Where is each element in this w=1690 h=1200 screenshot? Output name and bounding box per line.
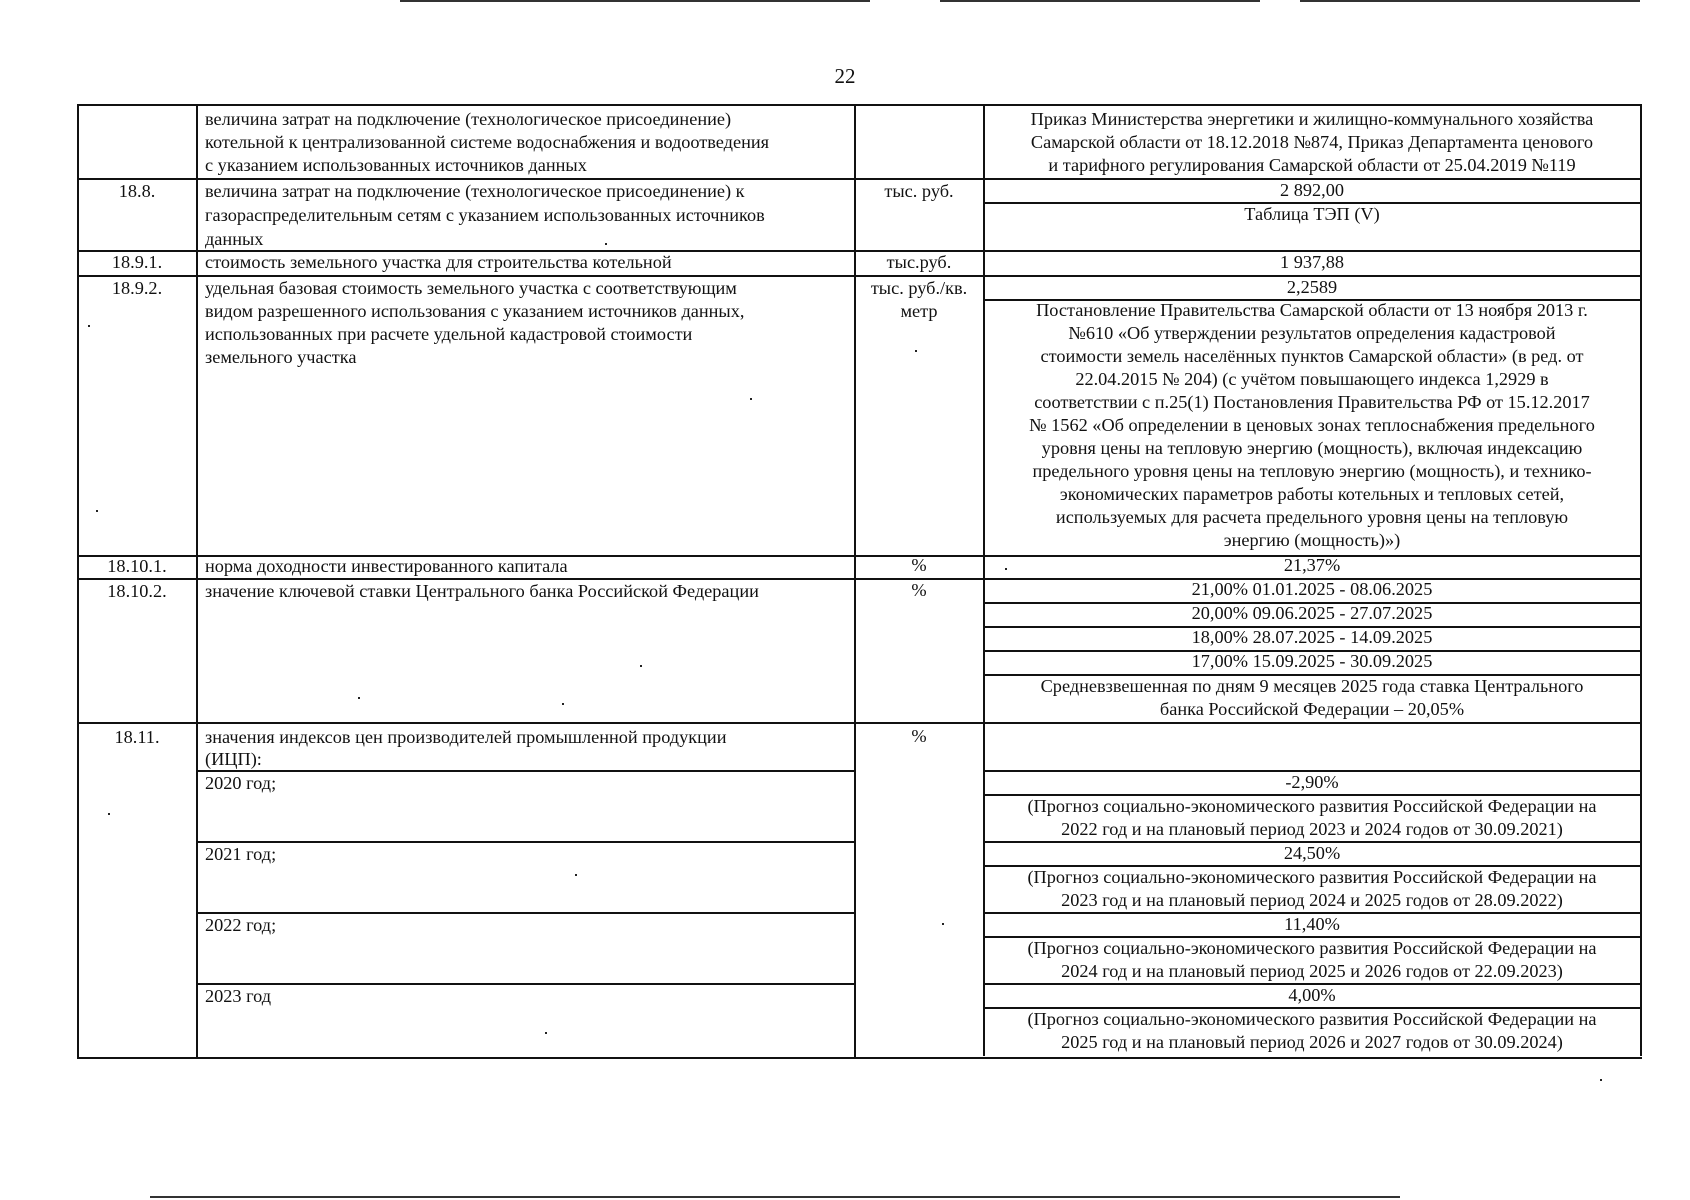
cell-description: использованных при расчете удельной кадастровой стоимости (205, 324, 693, 344)
cell-value: соответствии с п.25(1) Постановления Правительства РФ от 15.12.2017 (1034, 392, 1590, 412)
cell-number: 18.10.2. (107, 581, 167, 601)
scan-speck (358, 697, 360, 699)
cell-description: значения индексов цен производителей промышленной продукции (205, 727, 727, 747)
cell-unit: % (911, 555, 927, 575)
column-divider (196, 104, 198, 1058)
cell-description: видом разрешенного использования с указанием источников данных, (205, 301, 745, 321)
cell-note: банка Российской Федерации – 20,05% (1159, 699, 1465, 719)
scan-speck (1005, 568, 1007, 570)
scan-speck (605, 243, 607, 245)
cell-description: котельной к централизованной системе водоснабжения и водоотведения (205, 132, 770, 152)
cell-source: (Прогноз социально-экономического развития Российской Федерации на (1027, 1009, 1597, 1029)
cell-value: 20,00% 09.06.2025 - 27.07.2025 (1191, 603, 1433, 623)
scan-speck (915, 350, 917, 352)
scan-edge-top (1300, 0, 1640, 2)
cell-description: газораспределительным сетям с указанием использованных источников (205, 205, 765, 225)
row-divider (77, 722, 1642, 724)
cell-description: величина затрат на подключение (технологическое присоединение) к (205, 181, 745, 201)
scan-speck (96, 510, 98, 512)
cell-description: значение ключевой ставки Центрального банка Российской Федерации (205, 581, 759, 601)
cell-description: величина затрат на подключение (технологическое присоединение) (205, 109, 732, 129)
cell-description: земельного участка (205, 347, 357, 367)
cell-number: 18.9.1. (111, 252, 163, 272)
cell-value: Самарской области от 18.12.2018 №874, Приказ Департамента ценового (1030, 132, 1594, 152)
cell-value: уровня цены на тепловую энергию (мощность), включая индексацию (1041, 438, 1583, 458)
cell-source: (Прогноз социально-экономического развития Российской Федерации на (1027, 867, 1597, 887)
cell-description: норма доходности инвестированного капитала (205, 556, 568, 576)
cell-value: 11,40% (1284, 914, 1340, 934)
scan-speck (545, 1032, 547, 1034)
cell-value: 2 892,00 (1280, 180, 1344, 200)
cell-value: 22.04.2015 № 204) (с учётом повышающего индекса 1,2929 в (1075, 369, 1549, 389)
cell-unit: тыс. руб. (884, 181, 954, 201)
cell-number: 18.8. (118, 181, 156, 201)
cell-value: 18,00% 28.07.2025 - 14.09.2025 (1191, 627, 1433, 647)
cell-value: Постановление Правительства Самарской области от 13 ноября 2013 г. (1036, 300, 1588, 320)
cell-source: 2025 год и на плановый период 2026 и 2027 годов от 30.09.2024) (1061, 1032, 1563, 1052)
cell-number: 18.11. (114, 727, 160, 747)
scan-speck (108, 813, 110, 815)
table-border-bottom (77, 1057, 1642, 1059)
cell-number: 18.10.1. (107, 556, 167, 576)
cell-note: Средневзвешенная по дням 9 месяцев 2025 года ставка Центрального (1040, 676, 1584, 696)
cell-source: 2023 год и на плановый период 2024 и 2025 годов от 28.09.2022) (1061, 890, 1563, 910)
cell-description: удельная базовая стоимость земельного участка с соответствующим (205, 278, 737, 298)
cell-value: предельного уровня цены на тепловую энергию (мощность), и технико- (1032, 461, 1592, 481)
scan-speck (88, 325, 90, 327)
scan-speck (562, 703, 564, 705)
cell-description: (ИЦП): (205, 749, 262, 769)
cell-source: 2022 год и на плановый период 2023 и 2024 годов от 30.09.2021) (1061, 819, 1563, 839)
cell-value: 2,2589 (1286, 277, 1338, 297)
scan-speck (750, 398, 752, 400)
cell-unit: тыс.руб. (886, 252, 952, 272)
cell-value: -2,90% (1285, 772, 1339, 792)
cell-source: 2024 год и на плановый период 2025 и 2026 годов от 22.09.2023) (1061, 961, 1563, 981)
cell-description: стоимость земельного участка для строительства котельной (205, 252, 672, 272)
scan-edge-top (940, 0, 1260, 2)
cell-number: 18.9.2. (111, 278, 163, 298)
cell-value: стоимости земель населённых пунктов Самарской области» (в ред. от (1040, 346, 1584, 366)
cell-unit: % (911, 726, 927, 746)
scan-speck (1600, 1079, 1602, 1081)
year-label: 2022 год; (205, 915, 277, 935)
cell-value: 17,00% 15.09.2025 - 30.09.2025 (1191, 651, 1433, 671)
cell-value: 1 937,88 (1280, 252, 1344, 272)
cell-value: №610 «Об утверждении результатов определения кадастровой (1068, 323, 1556, 343)
cell-unit: тыс. руб./кв. (870, 278, 968, 298)
cell-unit: % (911, 580, 927, 600)
cell-value: и тарифного регулирования Самарской области от 25.04.2019 №119 (1048, 155, 1576, 175)
cell-value: 21,37% (1283, 555, 1341, 575)
cell-value: Таблица ТЭП (V) (1244, 204, 1380, 224)
cell-description: с указанием использованных источников данных (205, 155, 587, 175)
scan-speck (942, 923, 944, 925)
scan-edge-top (400, 0, 870, 2)
cell-source: (Прогноз социально-экономического развития Российской Федерации на (1027, 796, 1597, 816)
year-label: 2023 год (205, 986, 272, 1006)
cell-value: № 1562 «Об определении в ценовых зонах теплоснабжения предельного (1029, 415, 1595, 435)
cell-description: данных (205, 229, 264, 249)
cell-value: энергию (мощность)») (1223, 530, 1401, 550)
year-label: 2021 год; (205, 844, 277, 864)
cell-source: (Прогноз социально-экономического развития Российской Федерации на (1027, 938, 1597, 958)
scan-speck (640, 665, 642, 667)
table-border-top (77, 104, 1642, 106)
cell-value: экономических параметров работы котельных и тепловых сетей, (1059, 484, 1565, 504)
scan-edge-bottom (150, 1196, 1400, 1198)
cell-value: 4,00% (1288, 985, 1336, 1005)
cell-value: используемых для расчета предельного уровня цены на тепловую (1055, 507, 1569, 527)
page-number: 22 (834, 64, 856, 88)
scan-speck (575, 874, 577, 876)
year-label: 2020 год; (205, 773, 277, 793)
cell-unit: метр (900, 301, 938, 321)
cell-value: 21,00% 01.01.2025 - 08.06.2025 (1191, 579, 1433, 599)
cell-value: Приказ Министерства энергетики и жилищно-коммунального хозяйства (1030, 109, 1594, 129)
cell-value: 24,50% (1283, 843, 1341, 863)
